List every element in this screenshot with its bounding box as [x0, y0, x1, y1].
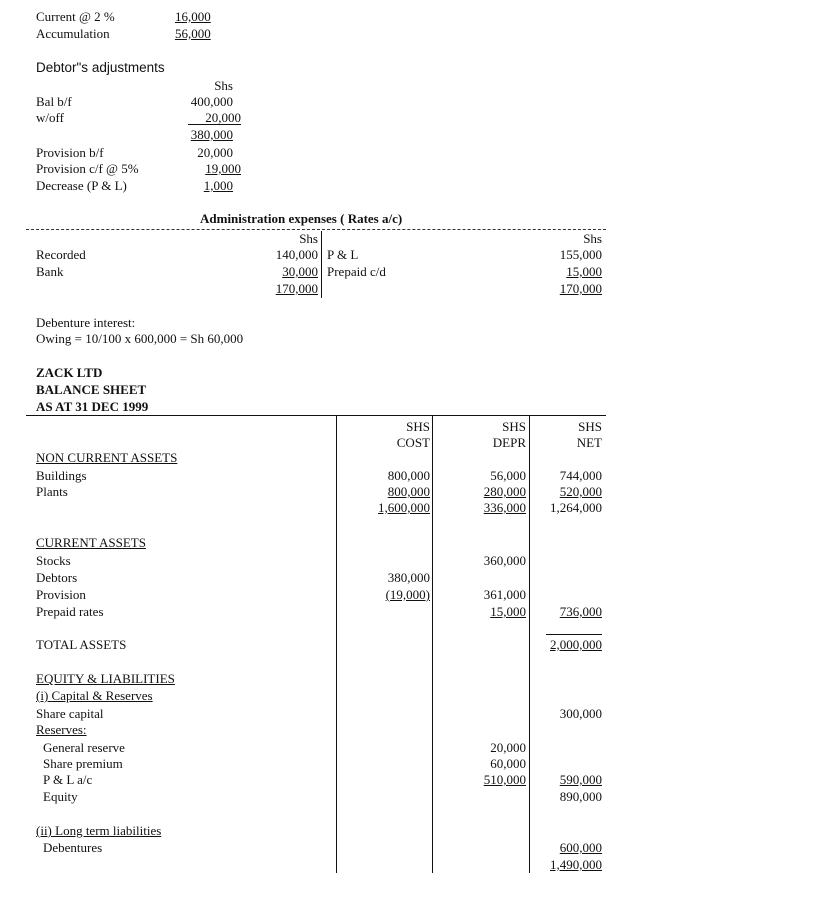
accumulation-value: 56,000 [175, 26, 211, 41]
admin-left-total: 170,000 [275, 281, 318, 296]
buildings-label: Buildings [36, 468, 87, 483]
share-capital-value: 300,000 [559, 706, 602, 721]
admin-bank-amount: 30,000 [282, 264, 318, 279]
general-reserve-label: General reserve [43, 740, 125, 755]
balance-sheet-top-rule [26, 415, 606, 416]
grand-total-value: 1,490,000 [550, 857, 602, 872]
prov-bf-label: Provision b/f [36, 145, 104, 160]
debtors-value: 380,000 [387, 570, 430, 585]
equity-heading: EQUITY & LIABILITIES [36, 671, 175, 686]
accumulation-label: Accumulation [36, 26, 110, 41]
decrease-value: 1,000 [203, 178, 233, 193]
cost-header: COST [396, 435, 430, 450]
reserves-heading: Reserves: [36, 722, 87, 737]
non-current-heading: NON CURRENT ASSETS [36, 450, 178, 465]
depr-unit-header: SHS [502, 419, 526, 434]
admin-right-total: 170,000 [559, 281, 602, 296]
debentures-label: Debentures [43, 840, 103, 855]
debtors-subtotal: 380,000 [190, 127, 233, 142]
buildings-cost: 800,000 [387, 468, 430, 483]
admin-top-rule [26, 229, 606, 230]
total-assets-label: TOTAL ASSETS [36, 637, 127, 652]
balance-sheet-date: AS AT 31 DEC 1999 [36, 399, 149, 414]
total-assets-value: 2,000,000 [550, 637, 602, 652]
reserves-total: 590,000 [559, 772, 602, 787]
depr-header: DEPR [492, 435, 526, 450]
buildings-depr: 56,000 [490, 468, 526, 483]
admin-title: Administration expenses ( Rates a/c) [200, 211, 403, 226]
plants-label: Plants [36, 484, 68, 499]
share-premium-value: 60,000 [490, 756, 526, 771]
provision-value: (19,000) [385, 587, 430, 602]
balance-sheet-title: BALANCE SHEET [36, 382, 147, 397]
admin-pl-amount: 155,000 [559, 247, 602, 262]
plants-depr: 280,000 [483, 484, 526, 499]
admin-prepaid-amount: 15,000 [566, 264, 602, 279]
bal-bf-value: 400,000 [190, 94, 233, 109]
label-column-divider [336, 416, 337, 873]
debtors-heading: Debtor"s adjustments [36, 60, 165, 75]
cost-column-divider [432, 416, 433, 873]
debtors-label: Debtors [36, 570, 78, 585]
prov-cf-label: Provision c/f @ 5% [36, 161, 139, 176]
admin-divider [321, 231, 322, 298]
provision-label: Provision [36, 587, 86, 602]
current-assets-heading: CURRENT ASSETS [36, 535, 146, 550]
prov-bf-value: 20,000 [197, 145, 233, 160]
plants-net: 520,000 [559, 484, 602, 499]
debentures-value: 600,000 [559, 840, 602, 855]
current-assets-total: 736,000 [559, 604, 602, 619]
cost-unit-header: SHS [406, 419, 430, 434]
current-label: Current @ 2 % [36, 9, 115, 24]
debenture-heading: Debenture interest: [36, 315, 136, 330]
admin-recorded-label: Recorded [36, 247, 86, 262]
share-premium-label: Share premium [43, 756, 123, 771]
long-term-heading: (ii) Long term liabilities [36, 823, 162, 838]
prepaid-rates-label: Prepaid rates [36, 604, 104, 619]
admin-right-currency: Shs [583, 231, 602, 246]
prov-cf-value: 19,000 [205, 161, 241, 176]
equity-total-value: 890,000 [559, 789, 602, 804]
non-current-cost-total: 1,600,000 [378, 500, 430, 515]
prepaid-rates-value: 15,000 [490, 604, 526, 619]
admin-recorded-amount: 140,000 [275, 247, 318, 262]
plants-cost: 800,000 [387, 484, 430, 499]
decrease-label: Decrease (P & L) [36, 178, 127, 193]
woff-label: w/off [36, 110, 64, 125]
equity-total-label: Equity [43, 789, 78, 804]
company-name: ZACK LTD [36, 365, 103, 380]
non-current-net-total: 1,264,000 [550, 500, 602, 515]
net-header: NET [576, 435, 602, 450]
stocks-value: 360,000 [483, 553, 526, 568]
stocks-label: Stocks [36, 553, 71, 568]
depr-column-divider [529, 416, 530, 873]
debenture-formula: Owing = 10/100 x 600,000 = Sh 60,000 [36, 331, 244, 346]
bal-bf-label: Bal b/f [36, 94, 72, 109]
general-reserve-value: 20,000 [490, 740, 526, 755]
admin-bank-label: Bank [36, 264, 64, 279]
admin-prepaid-label: Prepaid c/d [327, 264, 386, 279]
non-current-depr-total: 336,000 [483, 500, 526, 515]
pl-account-label: P & L a/c [43, 772, 93, 787]
total-assets-top-rule [546, 634, 602, 635]
pl-account-value: 510,000 [483, 772, 526, 787]
admin-left-currency: Shs [299, 231, 318, 246]
buildings-net: 744,000 [559, 468, 602, 483]
capital-reserves-heading: (i) Capital & Reserves [36, 688, 153, 703]
debtors-rule [188, 124, 241, 125]
woff-value: 20,000 [205, 110, 241, 125]
net-debtors-value: 361,000 [483, 587, 526, 602]
current-value: 16,000 [175, 9, 211, 24]
debtors-currency: Shs [214, 78, 233, 93]
net-unit-header: SHS [578, 419, 602, 434]
admin-pl-label: P & L [327, 247, 359, 262]
share-capital-label: Share capital [36, 706, 104, 721]
